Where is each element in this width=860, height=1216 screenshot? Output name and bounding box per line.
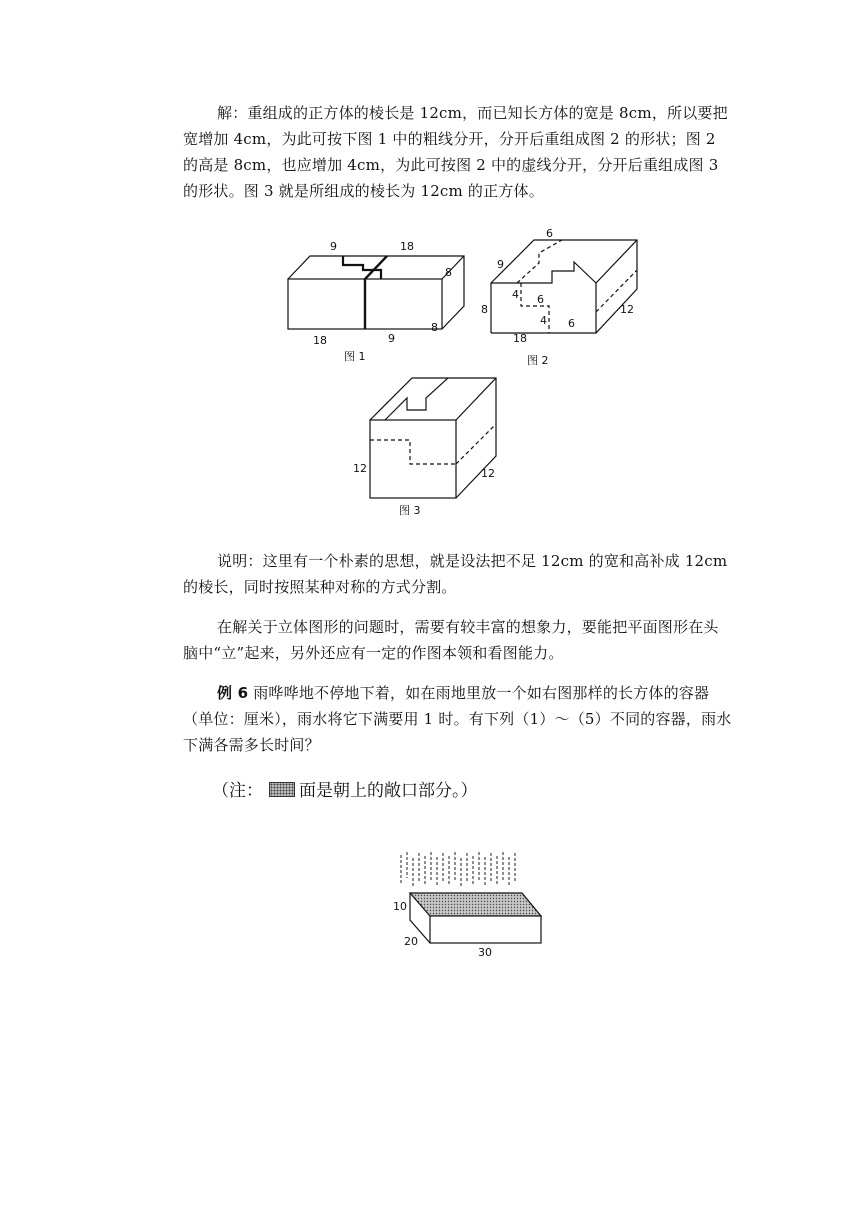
fig1-label-side-top: 8 — [445, 266, 452, 279]
fig2-label-dash-4a: 4 — [512, 288, 519, 301]
fig2-label-side-12: 12 — [620, 303, 634, 316]
fig2-label-top: 6 — [546, 227, 553, 240]
fig2-label-left-8: 8 — [481, 303, 488, 316]
note-prefix: （注： — [212, 781, 263, 801]
fig2-label-dash-6a: 6 — [537, 293, 544, 306]
container-label-length: 30 — [478, 946, 492, 959]
fig1-label-bottom-left: 18 — [313, 334, 327, 347]
fig3-label-left-12: 12 — [353, 462, 367, 475]
container-label-height: 10 — [393, 900, 407, 913]
example-label: 例 6 — [217, 684, 249, 702]
fig2-label-dash-4b: 4 — [540, 314, 547, 327]
fig1-label-top-left: 9 — [330, 240, 337, 253]
container-label-depth: 20 — [404, 935, 418, 948]
imagination-paragraph: 在解关于立体图形的问题时，需要有较丰富的想象力，要能把平面图形在头脑中“立”起来，另外还应有一定的作图本领和看图能力。 — [183, 618, 719, 662]
fig2-label-bottom-18: 18 — [513, 332, 527, 345]
solution-paragraph: 解：重组成的正方体的棱长是 12cm，而已知长方体的宽是 8cm，所以要把宽增加 4cm，为此可按下图 1 中的粗线分开，分开后重组成图 2 的形状；图 2 的高是 8cm，也应增加 4cm，为此可按图 2 中的虚线分开，分开后重组成图 3 的形状。图 3 就是所组成的棱长为 12cm 的正方体。 — [183, 104, 728, 200]
fig2-label-left-top: 9 — [497, 258, 504, 271]
fig3-label-side-12: 12 — [481, 467, 495, 480]
note — [212, 778, 478, 804]
rain-marks — [401, 852, 515, 886]
fig1-caption: 图 1 — [344, 350, 366, 363]
explanation-paragraph: 说明：这里有一个朴素的思想，就是设法把不足 12cm 的宽和高补成 12cm 的棱长，同时按照某种对称的方式分割。 — [183, 552, 728, 596]
example-text: 雨哗哗地不停地下着，如在雨地里放一个如右图那样的长方体的容器（单位：厘米），雨水将它下满要用 1 时。有下列（1）～（5）不同的容器，雨水下满各需多长时间？ — [183, 684, 732, 754]
note-suffix: 面是朝上的敞口部分。） — [299, 781, 478, 801]
fig1-label-side-bottom: 8 — [431, 321, 438, 334]
fig2-label-dash-6b: 6 — [568, 317, 575, 330]
open-face-swatch — [269, 782, 295, 797]
fig1-label-top-right: 18 — [400, 240, 414, 253]
fig1-label-bottom-mid: 9 — [388, 332, 395, 345]
fig2-caption: 图 2 — [527, 354, 549, 367]
fig3-caption: 图 3 — [399, 504, 421, 517]
example-6-paragraph — [183, 680, 733, 758]
